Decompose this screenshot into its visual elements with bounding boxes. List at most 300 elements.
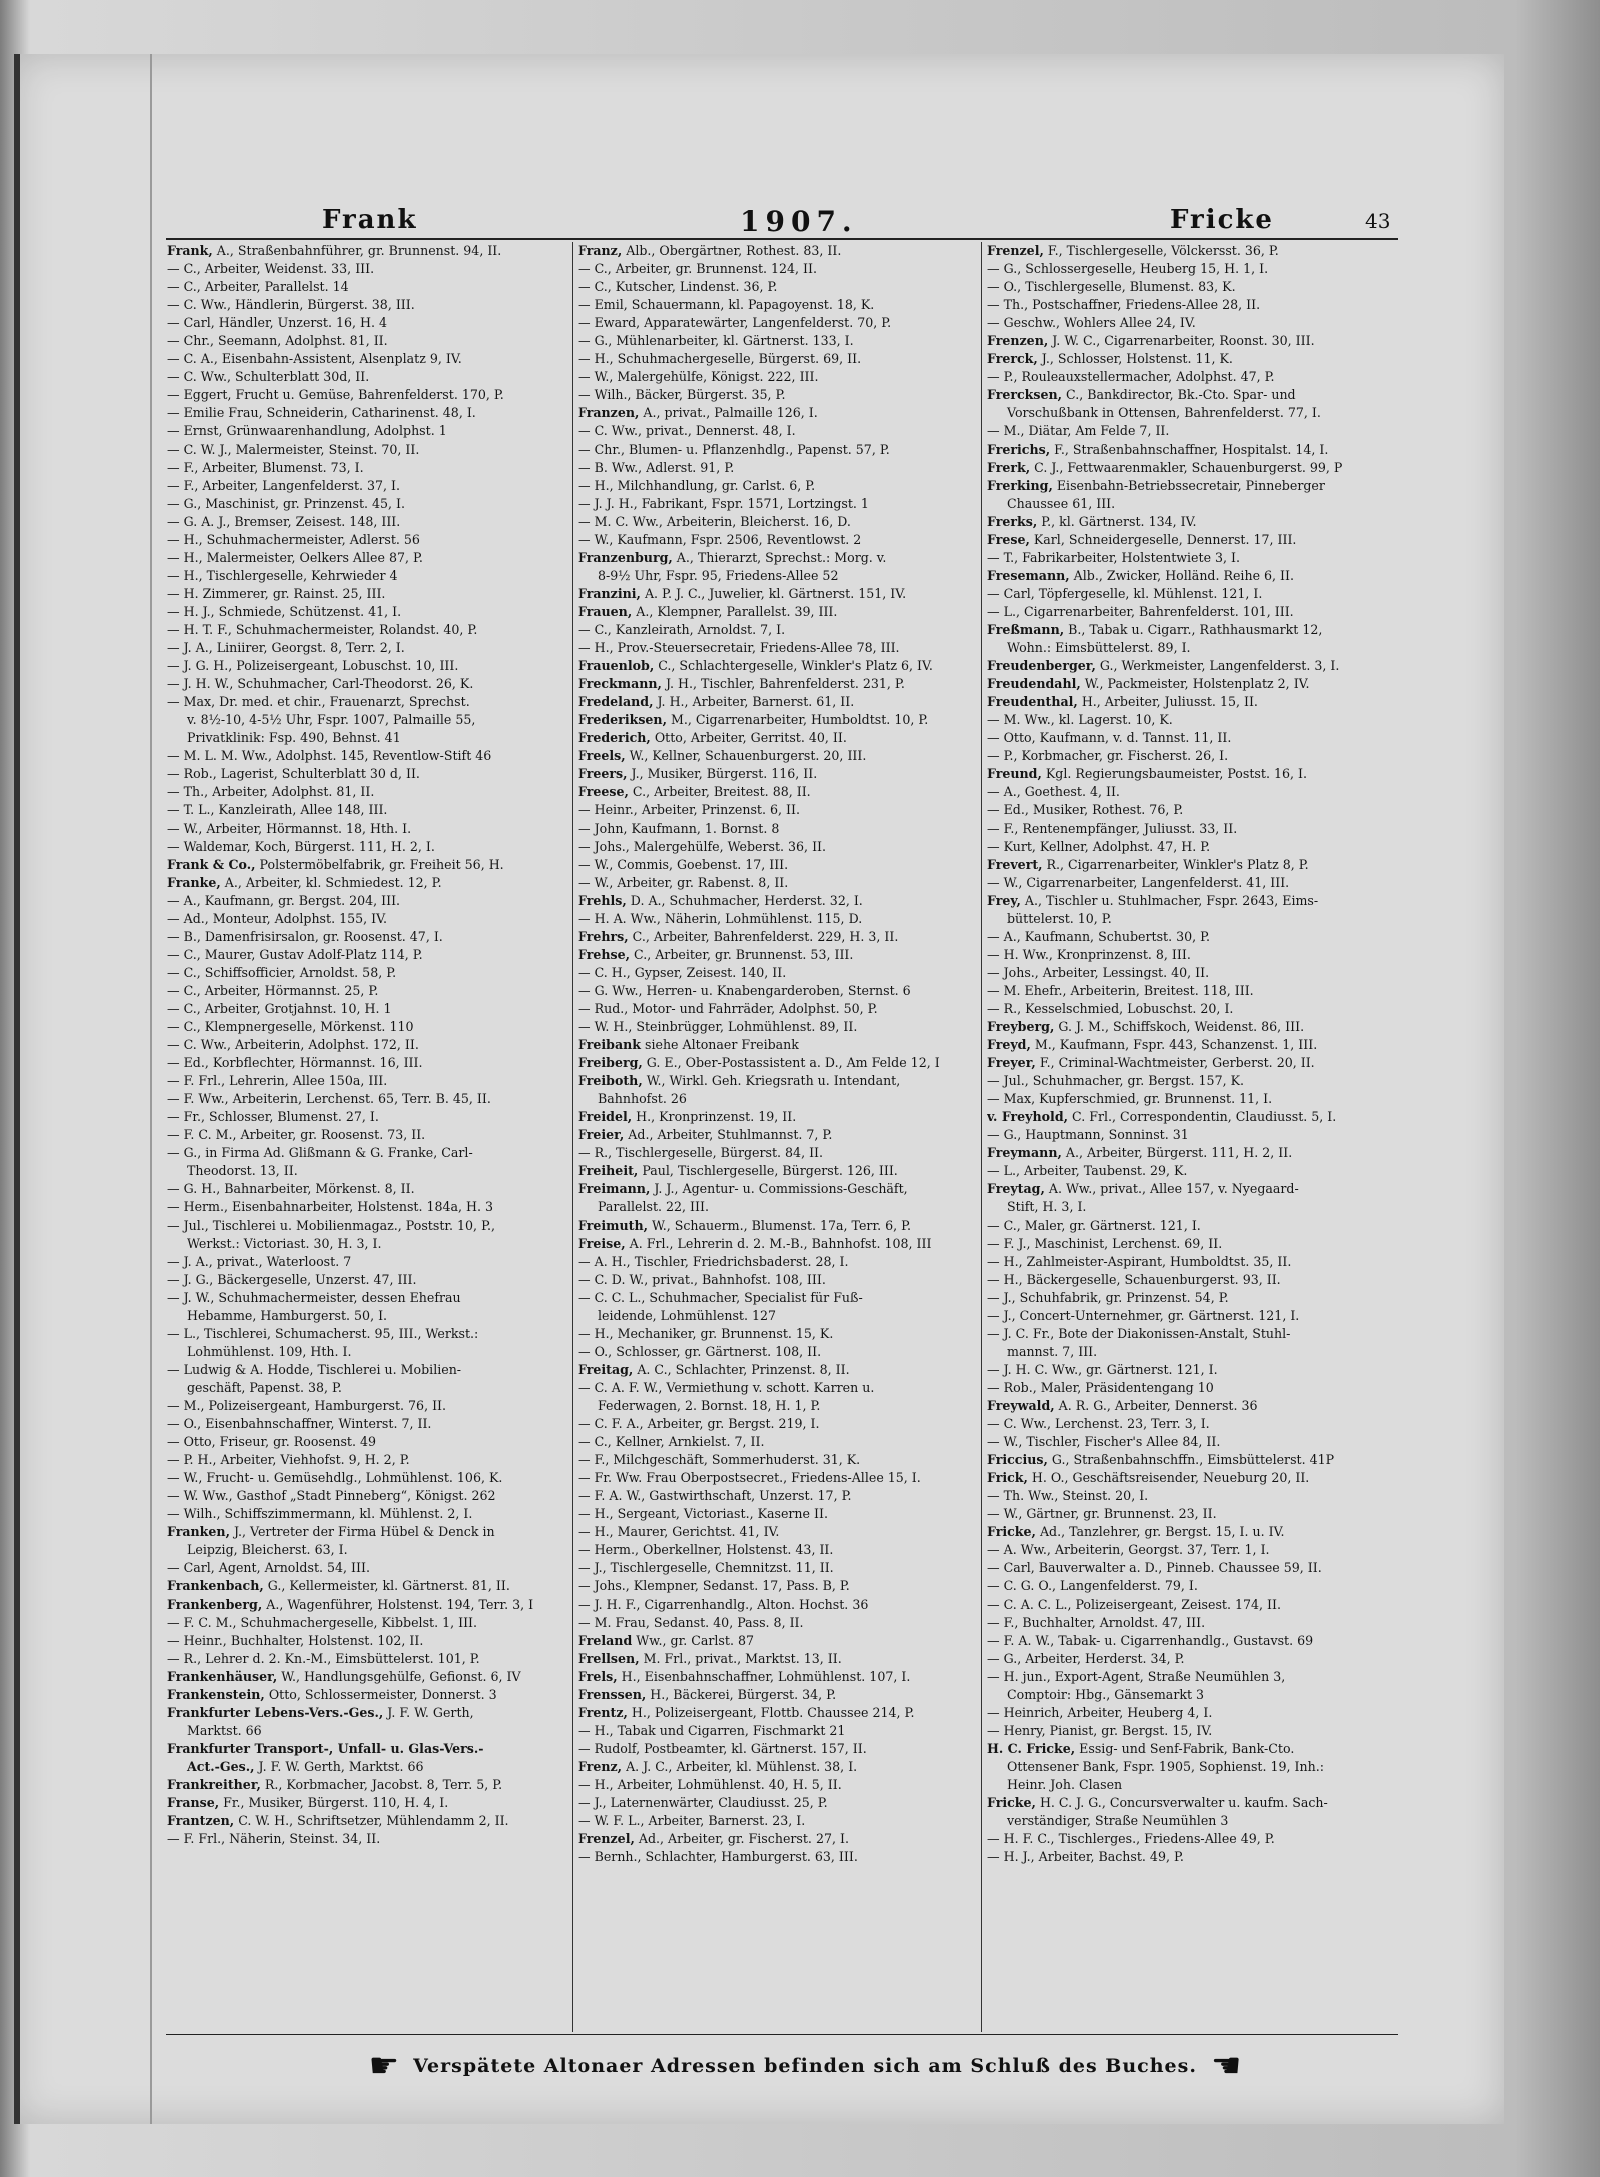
entry-text: — F. C. M., Schuhmachergeselle, Kibbelst. 1, III. [167,1614,478,1630]
directory-entry [987,856,1387,874]
directory-entry [167,1632,563,1650]
entry-text: J. H., Tischler, Bahrenfelderst. 231, P. [661,676,905,692]
directory-entry [167,1072,563,1090]
directory-entry [987,549,1387,567]
directory-entry [167,1722,563,1740]
footer-notice-text: Verspätete Altonaer Adressen befinden sich am Schluß des Buches. [413,2055,1197,2077]
directory-entry [987,513,1387,531]
entry-text: — C. A. C. L., Polizeisergeant, Zeisest. 174, II. [987,1596,1281,1612]
entry-text: — Th., Arbeiter, Adolphst. 81, II. [167,784,375,800]
directory-entry [578,1000,974,1018]
entry-text: — A., Kaufmann, gr. Bergst. 204, III. [167,892,401,908]
directory-entry [578,1018,974,1036]
entry-text: Ottensener Bank, Fspr. 1905, Sophienst. 19, Inh.: [1007,1758,1324,1774]
directory-entry [167,603,563,621]
entry-text: — Wilh., Bäcker, Bürgerst. 35, P. [578,387,786,403]
entry-text: Federwagen, 2. Bornst. 18, H. 1, P. [598,1398,821,1413]
entry-text: Ad., Arbeiter, Stuhlmannst. 7, P. [624,1127,833,1143]
directory-entry [578,513,974,531]
entry-text: — C. Ww., Händlerin, Bürgerst. 38, III. [167,297,415,313]
directory-entry [167,1054,563,1072]
directory-entry [167,459,563,477]
directory-entry [578,332,974,350]
pointing-hand-icon: ☛ [368,2046,400,2086]
directory-entry [987,1307,1387,1325]
directory-entry [578,1036,974,1054]
entry-text: — J., Laternenwärter, Claudiusst. 25, P. [578,1795,828,1811]
directory-entry [987,675,1387,693]
entry-text: J., Musiker, Bürgerst. 116, II. [627,766,818,782]
entry-text: — Th. Ww., Steinst. 20, I. [987,1488,1149,1504]
entry-text: — Max, Kupferschmied, gr. Brunnenst. 11, I. [987,1091,1273,1107]
directory-entry [167,675,563,693]
directory-entry [167,856,563,874]
entry-name: Frank & Co., [167,856,256,872]
entry-text: — C. F. A., Arbeiter, gr. Bergst. 219, I. [578,1416,820,1432]
entry-text: Comptoir: Hbg., Gänsemarkt 3 [1007,1686,1205,1702]
entry-text: J., Schlosser, Holstenst. 11, K. [1037,351,1233,367]
entry-text: — Jul., Schuhmacher, gr. Bergst. 157, K. [987,1073,1244,1089]
directory-entry [578,1794,974,1812]
directory-entry [578,729,974,747]
entry-text: — H., Malermeister, Oelkers Allee 87, P. [167,549,423,565]
entry-text: — F., Milchgeschäft, Sommerhuderst. 31, K. [578,1452,861,1468]
entry-text: — C., Kanzleirath, Arnoldst. 7, I. [578,621,786,637]
directory-entry [167,404,563,422]
entry-text: — F. Frl., Lehrerin, Allee 150a, III. [167,1073,388,1089]
entry-name: Friccius, [987,1452,1048,1468]
directory-entry [987,1451,1387,1469]
entry-text: J. F. W. Gerth, [383,1704,474,1720]
entry-text: — A. Ww., Arbeiterin, Georgst. 37, Terr. 1, I. [987,1542,1270,1558]
entry-name: Frankenbach, [167,1578,264,1594]
directory-entry [987,1000,1387,1018]
directory-entry [578,1361,974,1379]
directory-entry [167,1505,563,1523]
entry-text: — G., Schlossergeselle, Heuberg 15, H. 1, I. [987,261,1269,277]
directory-entry [987,1505,1387,1523]
entry-text: W., Schauerm., Blumenst. 17a, Terr. 6, P. [648,1217,912,1233]
entry-text: — F. J., Maschinist, Lerchenst. 69, II. [987,1235,1223,1251]
directory-entry [987,729,1387,747]
directory-entry [578,1072,974,1090]
entry-name: Freland [578,1632,633,1648]
entry-text: — Carl, Händler, Unzerst. 16, H. 4 [167,315,387,331]
directory-entry [987,1253,1387,1271]
directory-entry [578,278,974,296]
directory-entry [987,1650,1387,1668]
directory-entry [987,1072,1387,1090]
entry-text: — H., Bäckergeselle, Schauenburgerst. 93, II. [987,1271,1281,1287]
entry-text: — A., Kaufmann, Schubertst. 30, P. [987,928,1211,944]
entry-text: — J. J. H., Fabrikant, Fspr. 1571, Lortzingst. 1 [578,495,869,511]
entry-text: leidende, Lohmühlenst. 127 [598,1307,777,1323]
entry-name: Frercksen, [987,387,1063,403]
directory-entry [987,332,1387,350]
entry-text: — Carl, Bauverwalter a. D., Pinneb. Chaussee 59, II. [987,1560,1322,1576]
entry-text: A. P. J. C., Juwelier, kl. Gärtnerst. 151, IV. [640,585,907,601]
entry-text: — Rob., Lagerist, Schulterblatt 30 d, II. [167,766,420,782]
entry-text: — J. W., Schuhmachermeister, dessen Ehefrau [167,1289,461,1305]
entry-name: Frellsen, [578,1650,640,1666]
entry-name: Frehse, [578,946,631,962]
entry-text: — P., Rouleauxstellermacher, Adolphst. 47, P. [987,369,1275,385]
directory-entry [578,1108,974,1126]
directory-entry [987,1361,1387,1379]
entry-text: — Henry, Pianist, gr. Bergst. 15, IV. [987,1722,1213,1738]
directory-entry [987,1054,1387,1072]
directory-entry [578,982,974,1000]
directory-entry [167,278,563,296]
directory-entry [578,1596,974,1614]
directory-entry [167,1794,563,1812]
entry-text: C., Arbeiter, Breitest. 88, II. [628,784,811,800]
entry-name: Freibank [578,1037,641,1053]
entry-text: 8-9½ Uhr, Fspr. 95, Friedens-Allee 52 [598,567,839,583]
entry-name: Freitag, [578,1361,634,1377]
entry-text: — H. Zimmerer, gr. Rainst. 25, III. [167,585,386,601]
entry-name: Frankreither, [167,1776,261,1792]
entry-text: — Herm., Eisenbahnarbeiter, Holstenst. 184a, H. 3 [167,1199,494,1215]
entry-text: Wohn.: Eimsbüttelerst. 89, I. [1007,640,1191,656]
directory-entry [987,531,1387,549]
directory-entry [167,1144,563,1162]
entry-text: — W., Kaufmann, Fspr. 2506, Reventlowst. 2 [578,531,862,547]
entry-text: W., Kellner, Schauenburgerst. 20, III. [625,748,867,764]
directory-entry [167,531,563,549]
entry-text: G., Kellermeister, kl. Gärtnerst. 81, II. [263,1578,510,1594]
entry-text: — Jul., Tischlerei u. Mobilienmagaz., Poststr. 10, P., [167,1217,495,1233]
entry-text: — H. jun., Export-Agent, Straße Neumühlen 3, [987,1668,1286,1684]
directory-entry [167,1379,563,1397]
directory-entry [578,350,974,368]
entry-text: — W., Arbeiter, Hörmannst. 18, Hth. I. [167,820,412,836]
directory-entry [987,765,1387,783]
entry-text: — W. Ww., Gasthof „Stadt Pinneberg“, Königst. 262 [167,1488,496,1504]
directory-entry [987,278,1387,296]
entry-name: Frederiksen, [578,712,667,728]
entry-text: Otto, Arbeiter, Gerritst. 40, II. [650,730,847,746]
entry-text: — C. Ww., Lerchenst. 23, Terr. 3, I. [987,1416,1210,1432]
entry-text: — J. G., Bäckergeselle, Unzerst. 47, III. [167,1271,417,1287]
entry-name: Freytag, [987,1181,1045,1197]
directory-entry [578,441,974,459]
directory-entry [987,639,1387,657]
directory-entry [578,1614,974,1632]
entry-name: Freels, [578,748,626,764]
entry-text: P., kl. Gärtnerst. 134, IV. [1037,513,1197,529]
directory-entry [987,260,1387,278]
entry-text: — C. Ww., privat., Dennerst. 48, I. [578,423,796,439]
entry-name: Frenz, [578,1758,623,1774]
directory-entry [987,1776,1387,1794]
entry-name: Freckmann, [578,676,662,692]
entry-text: — O., Tischlergeselle, Blumenst. 83, K. [987,279,1236,295]
directory-entry [167,585,563,603]
entry-text: G. J. M., Schiffskoch, Weidenst. 86, III. [1054,1019,1305,1035]
entry-text: M. Frl., privat., Marktst. 13, II. [639,1650,842,1666]
page-number: 43 [1365,209,1391,233]
directory-entry [987,1794,1387,1812]
directory-entry [987,1217,1387,1235]
directory-entry [578,1505,974,1523]
entry-text: — G., Maschinist, gr. Prinzenst. 45, I. [167,495,406,511]
entry-name: Frey, [987,892,1021,908]
entry-text: Privatklinik: Fsp. 490, Behnst. 41 [187,730,401,746]
entry-text: mannst. 7, III. [1007,1343,1098,1359]
entry-name: Franz, [578,243,623,258]
entry-text: — Ludwig & A. Hodde, Tischlerei u. Mobilien- [167,1361,462,1377]
entry-text: — P. H., Arbeiter, Viehhofst. 9, H. 2, P. [167,1452,410,1468]
entry-text: — C. G. O., Langenfelderst. 79, I. [987,1578,1198,1594]
directory-entry [578,1343,974,1361]
entry-text: — F. Ww., Arbeiterin, Lerchenst. 65, Terr. B. 45, II. [167,1091,491,1107]
directory-entry [578,1289,974,1307]
entry-text: Kgl. Regierungsbaumeister, Postst. 16, I. [1041,766,1307,782]
entry-text: — J. A., Liniirer, Georgst. 8, Terr. 2, I. [167,640,405,656]
entry-name: Frerking, [987,477,1053,493]
entry-text: — R., Kesselschmied, Lobuschst. 20, I. [987,1000,1234,1016]
directory-entry [987,242,1387,260]
directory-entry [987,477,1387,495]
entry-name: Frantzen, [167,1813,235,1829]
directory-entry [987,1162,1387,1180]
entry-text: — W., Arbeiter, gr. Rabenst. 8, II. [578,874,789,890]
entry-text: — J. C. Fr., Bote der Diakonissen-Anstalt, Stuhl- [987,1325,1291,1341]
directory-entry [578,495,974,513]
entry-text: — W., Frucht- u. Gemüsehdlg., Lohmühlenst. 106, K. [167,1470,503,1486]
entry-name: Frankfurter Transport-, Unfall- u. Glas-Vers.- [167,1740,484,1756]
entry-text: — Ed., Musiker, Rothest. 76, P. [987,802,1184,818]
directory-entry [578,296,974,314]
entry-text: — C. C. L., Schuhmacher, Specialist für Fuß- [578,1289,863,1305]
directory-entry [578,1722,974,1740]
entry-text: A., Thierarzt, Sprechst.: Morg. v. [672,549,887,565]
directory-entry [167,838,563,856]
directory-entry [167,820,563,838]
directory-entry [987,441,1387,459]
directory-entry [987,567,1387,585]
entry-text: — M., Diätar, Am Felde 7, II. [987,423,1170,439]
directory-entry [167,1361,563,1379]
directory-entry [578,801,974,819]
entry-text: siehe Altonaer Freibank [641,1037,799,1053]
directory-entry [167,910,563,928]
directory-entry [167,260,563,278]
entry-text: — C., Arbeiter, Grotjahnst. 10, H. 1 [167,1000,392,1016]
entry-name: Frankenhäuser, [167,1668,278,1684]
directory-entry [167,332,563,350]
entry-text: — F. A. W., Tabak- u. Cigarrenhandlg., Gustavst. 69 [987,1632,1314,1648]
directory-entry [578,693,974,711]
entry-text: — H., Zahlmeister-Aspirant, Humboldtst. 35, II. [987,1253,1292,1269]
entry-name: Franken, [167,1524,230,1540]
directory-entry [578,657,974,675]
entry-name: Frankenstein, [167,1686,265,1702]
directory-entry [578,1307,974,1325]
directory-entry [578,946,974,964]
entry-text: — C. Ww., Arbeiterin, Adolphst. 172, II. [167,1037,419,1053]
entry-text: Marktst. 66 [187,1722,262,1738]
entry-text: Bahnhofst. 26 [598,1091,687,1107]
entry-text: Paul, Tischlergeselle, Bürgerst. 126, III. [638,1163,898,1179]
directory-entry [578,368,974,386]
directory-entry [578,1541,974,1559]
entry-text: — C. A., Eisenbahn-Assistent, Alsenplatz 9, IV. [167,351,462,367]
entry-name: Fresemann, [987,567,1070,583]
directory-entry [578,422,974,440]
directory-entry [987,1830,1387,1848]
entry-text: — H., Mechaniker, gr. Brunnenst. 15, K. [578,1325,834,1341]
entry-text: — H. T. F., Schuhmachermeister, Rolandst. 40, P. [167,621,478,637]
directory-entry [578,585,974,603]
directory-entry [578,1397,974,1415]
entry-text: D. A., Schuhmacher, Herderst. 32, I. [626,892,863,908]
directory-entry [987,946,1387,964]
entry-text: — H. J., Arbeiter, Bachst. 49, P. [987,1849,1184,1865]
entry-text: J. J., Agentur- u. Commissions-Geschäft, [650,1181,908,1197]
entry-name: Frehls, [578,892,627,908]
entry-text: — M. Ww., kl. Lagerst. 10, K. [987,712,1173,728]
entry-text: Fr., Musiker, Bürgerst. 110, H. 4, I. [219,1795,449,1811]
directory-entry [987,495,1387,513]
entry-name: Freund, [987,766,1042,782]
directory-entry [578,1758,974,1776]
entry-text: v. 8½-10, 4-5½ Uhr, Fspr. 1007, Palmaille 55, [187,712,476,728]
entry-name: Frank, [167,243,213,258]
directory-entry [167,1740,563,1758]
entry-name: Frerck, [987,351,1038,367]
entry-text: H., Eisenbahnschaffner, Lohmühlenst. 107, I. [617,1668,911,1684]
entry-text: — Eward, Apparatewärter, Langenfelderst. 70, P. [578,315,892,331]
directory-entry [987,1235,1387,1253]
entry-name: Frick, [987,1470,1028,1486]
directory-entry [987,1722,1387,1740]
directory-entry [167,1469,563,1487]
entry-text: — M. C. Ww., Arbeiterin, Bleicherst. 16, D. [578,513,851,529]
entry-text: — Fr. Ww. Frau Oberpostsecret., Friedens-Allee 15, I. [578,1470,921,1486]
entry-text: — H. A. Ww., Näherin, Lohmühlenst. 115, D. [578,910,863,926]
entry-text: J. W. C., Cigarrenarbeiter, Roonst. 30, III. [1048,333,1315,349]
header-rule [166,238,1398,240]
entry-text: büttelerst. 10, P. [1007,910,1112,926]
directory-entry [578,621,974,639]
entry-text: — G. A. J., Bremser, Zeisest. 148, III. [167,513,401,529]
entry-name: Frevert, [987,856,1043,872]
entry-text: R., Cigarrenarbeiter, Winkler's Platz 8, P. [1042,856,1309,872]
entry-text: A. Frl., Lehrerin d. 2. M.-B., Bahnhofst. 108, III [625,1235,932,1251]
entry-text: — A. H., Tischler, Friedrichsbaderst. 28, I. [578,1253,849,1269]
entry-name: Freymann, [987,1145,1062,1161]
entry-text: — L., Tischlerei, Schumacherst. 95, III., Werkst.: [167,1325,479,1341]
entry-text: — W., Tischler, Fischer's Allee 84, II. [987,1434,1221,1450]
entry-name: Freywald, [987,1398,1055,1413]
directory-entry [167,711,563,729]
entry-text: — O., Eisenbahnschaffner, Winterst. 7, II. [167,1416,432,1432]
directory-entry [987,657,1387,675]
entry-text: — Rob., Maler, Präsidentengang 10 [987,1379,1214,1395]
entry-text: — Johs., Klempner, Sedanst. 17, Pass. B, P. [578,1578,850,1594]
directory-entry [167,513,563,531]
entry-text: J. H., Arbeiter, Barnerst. 61, II. [653,694,855,710]
entry-text: — J., Tischlergeselle, Chemnitzst. 11, II. [578,1560,834,1576]
directory-entry [167,1217,563,1235]
entry-text: M., Cigarrenarbeiter, Humboldtst. 10, P. [666,712,929,728]
directory-entry [987,1433,1387,1451]
entry-text: — L., Arbeiter, Taubenst. 29, K. [987,1163,1188,1179]
directory-entry [578,386,974,404]
entry-name: Frankenberg, [167,1596,263,1612]
entry-text: — C. W. J., Malermeister, Steinst. 70, II. [167,441,420,457]
entry-text: — G., Arbeiter, Herderst. 34, P. [987,1650,1185,1666]
entry-text: — Herm., Oberkellner, Holstenst. 43, II. [578,1542,834,1558]
directory-entry [167,964,563,982]
directory-entry [987,1487,1387,1505]
entry-name: Frenzel, [987,243,1044,258]
column-3 [987,242,1387,2042]
entry-text: M., Kaufmann, Fspr. 443, Schanzenst. 1, III. [1030,1037,1318,1053]
entry-text: — Emil, Schauermann, kl. Papagoyenst. 18, K. [578,297,875,313]
entry-text: Ad., Tanzlehrer, gr. Bergst. 15, I. u. IV. [1035,1524,1285,1540]
entry-text: A., Arbeiter, kl. Schmiedest. 12, P. [220,874,442,890]
entry-text: H., Bäckerei, Bürgerst. 34, P. [646,1686,837,1702]
directory-entry [987,603,1387,621]
entry-text: — F. Frl., Näherin, Steinst. 34, II. [167,1831,381,1847]
directory-entry [987,422,1387,440]
directory-entry [987,1577,1387,1595]
directory-entry [578,1559,974,1577]
footer-rule [166,2034,1398,2035]
entry-text: H., Polizeisergeant, Flottb. Chaussee 214, P. [627,1704,915,1720]
directory-entry [578,820,974,838]
directory-entry [167,892,563,910]
directory-entry [167,1758,563,1776]
entry-text: Vorschußbank in Ottensen, Bahrenfelderst. 77, I. [1007,405,1321,421]
directory-entry [578,260,974,278]
directory-entry [987,1415,1387,1433]
directory-entry [167,549,563,567]
directory-entry [987,801,1387,819]
directory-entry [578,874,974,892]
directory-entry [987,314,1387,332]
entry-text: H. O., Geschäftsreisender, Neueburg 20, II. [1027,1470,1310,1486]
entry-name: H. C. Fricke, [987,1740,1076,1756]
entry-text: — C., Schiffsofficier, Arnoldst. 58, P. [167,964,397,980]
column-divider-2 [981,242,982,2032]
entry-text: — C., Maler, gr. Gärtnerst. 121, I. [987,1217,1201,1233]
directory-entry [167,946,563,964]
entry-text: — H., Schuhmachermeister, Adlerst. 56 [167,531,420,547]
directory-entry [167,1090,563,1108]
entry-text: F., Criminal-Wachtmeister, Gerberst. 20, II. [1035,1055,1315,1071]
entry-text: — Max, Dr. med. et chir., Frauenarzt, Sprechst. [167,694,470,710]
directory-entry [987,1144,1387,1162]
entry-text: — Johs., Arbeiter, Lessingst. 40, II. [987,964,1210,980]
entry-text: — B., Damenfrisirsalon, gr. Roosenst. 47, I. [167,928,443,944]
directory-entry [987,1541,1387,1559]
entry-text: — W., Malergehülfe, Königst. 222, III. [578,369,819,385]
entry-text: — Carl, Töpfergeselle, kl. Mühlenst. 121, I. [987,585,1263,601]
directory-entry [167,1686,563,1704]
directory-entry [987,1018,1387,1036]
entry-text: Hebamme, Hamburgerst. 50, I. [187,1307,388,1323]
entry-text: — G. Ww., Herren- u. Knabengarderoben, Sternst. 6 [578,982,911,998]
entry-name: Fricke, [987,1524,1036,1540]
entry-text: A., Klempner, Parallelst. 39, III. [632,603,838,619]
directory-entry [987,1180,1387,1198]
directory-entry [167,783,563,801]
column-1 [167,242,563,2042]
